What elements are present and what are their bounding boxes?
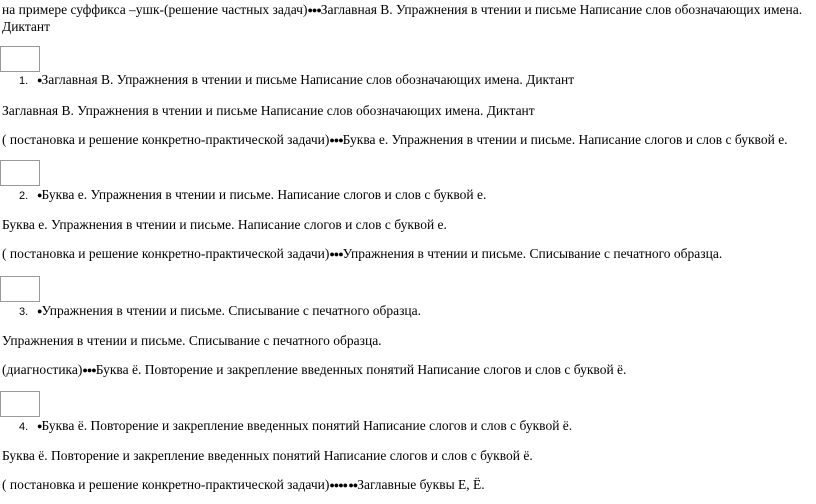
- list-item-title: Заглавная В. Упражнения в чтении и письме Написание слов обозначающих имена. Диктант: [41, 72, 575, 87]
- checkbox-1[interactable]: [0, 46, 40, 72]
- next-title: Упражнения в чтении и письме. Списывание с печатного образца.: [342, 246, 723, 261]
- checkbox-4[interactable]: [0, 391, 40, 417]
- next-prefix: ( постановка и решение конкретно-практической задачи): [2, 246, 330, 261]
- intro-prefix: на примере суффикса –ушк-(решение частных задач): [2, 2, 308, 17]
- next-line-3: [2, 362, 626, 378]
- repeat-title-1: Заглавная В. Упражнения в чтении и письме Написание слов обозначающих имена. Диктант: [2, 103, 535, 118]
- intro-title: Заглавная В. Упражнения в чтении и письме Написание слов обозначающих имена.: [320, 2, 803, 17]
- list-item-1[interactable]: [19, 72, 574, 89]
- checkbox-3[interactable]: [0, 276, 40, 302]
- list-item-number: 3.: [19, 306, 29, 318]
- next-line-1: [2, 132, 788, 148]
- list-item-number: 2.: [19, 190, 29, 202]
- bullet-icon-group: ●●●: [82, 365, 96, 375]
- list-item-title: Буква ё. Повторение и закрепление введенных понятий Написание слогов и слов с буквой ё.: [41, 418, 573, 433]
- list-item-title: Буква е. Упражнения в чтении и письме. Написание слогов и слов с буквой е.: [41, 187, 487, 202]
- next-title: Буква ё. Повторение и закрепление введенных понятий Написание слогов и слов с буквой ё.: [95, 362, 627, 377]
- repeat-title-4: Буква ё. Повторение и закрепление введенных понятий Написание слогов и слов с буквой ё.: [2, 448, 533, 463]
- list-item-3[interactable]: [19, 303, 421, 320]
- list-item-title: Упражнения в чтении и письме. Списывание с печатного образца.: [41, 303, 421, 318]
- next-title: Заглавные буквы Е, Ё.: [357, 477, 485, 492]
- next-title: Буква е. Упражнения в чтении и письме. Написание слогов и слов с буквой е.: [342, 132, 788, 147]
- repeat-title-3: Упражнения в чтении и письме. Списывание с печатного образца.: [2, 333, 382, 348]
- repeat-title-2: Буква е. Упражнения в чтении и письме. Написание слогов и слов с буквой е.: [2, 217, 447, 232]
- bullet-icon-group: ●●●: [329, 249, 343, 259]
- list-item-number: 1.: [19, 75, 29, 87]
- bullet-icon: ●: [37, 421, 42, 431]
- next-prefix: (диагностика): [2, 362, 83, 377]
- bullet-icon: ●: [37, 306, 42, 316]
- intro-line-1: [2, 2, 802, 18]
- next-line-4: [2, 477, 485, 493]
- checkbox-2[interactable]: [0, 160, 40, 186]
- intro-line-2: Диктант: [2, 19, 50, 34]
- list-item-2[interactable]: [19, 187, 486, 204]
- next-line-2: [2, 246, 722, 262]
- bullet-icon: ●: [37, 190, 42, 200]
- bullet-icon: ●: [37, 75, 42, 85]
- bullet-icon-group: ●●●: [329, 135, 343, 145]
- next-prefix: ( постановка и решение конкретно-практической задачи): [2, 477, 330, 492]
- list-item-number: 4.: [19, 421, 29, 433]
- bullet-icon-group: ●●●: [307, 5, 321, 15]
- bullet-icon-group: ●●●● ●●: [329, 480, 358, 490]
- list-item-4[interactable]: [19, 418, 572, 435]
- next-prefix: ( постановка и решение конкретно-практической задачи): [2, 132, 330, 147]
